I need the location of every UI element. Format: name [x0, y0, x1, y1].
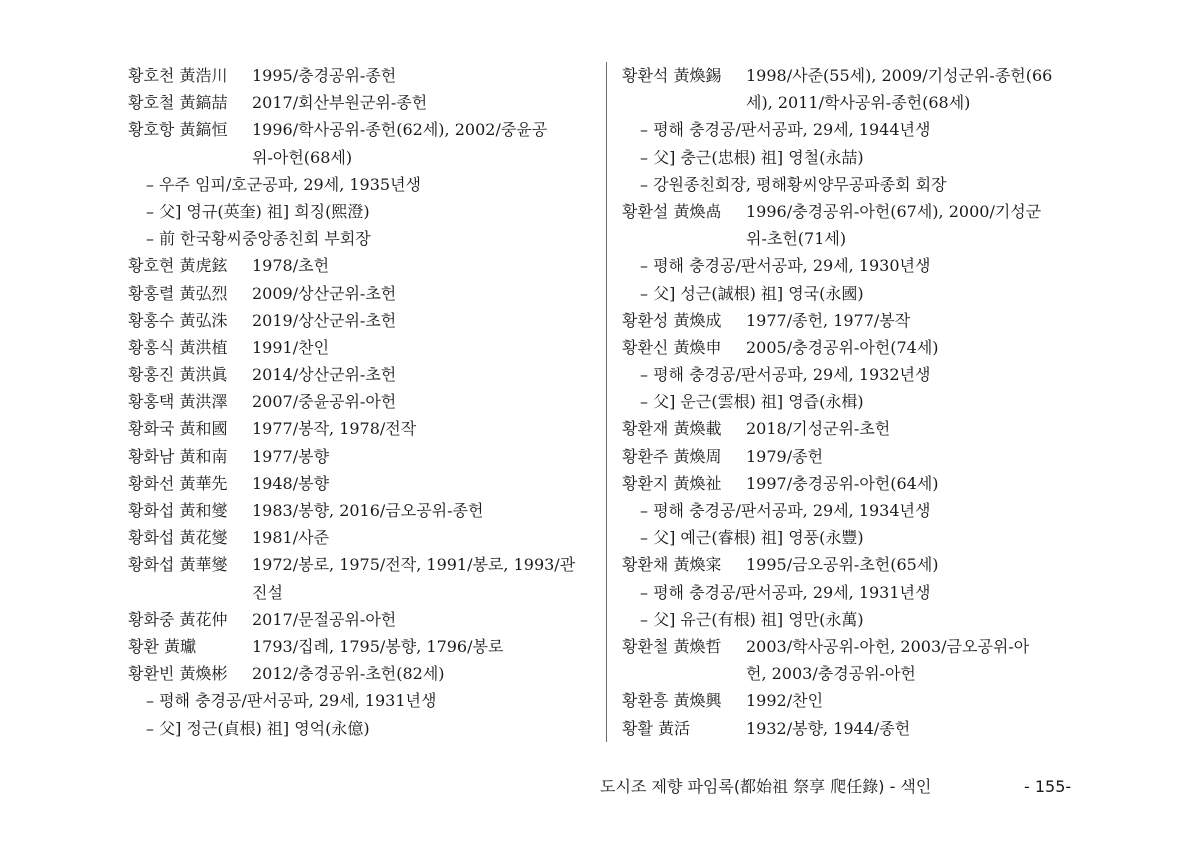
entry-detail: 2019/상산군위-초헌	[252, 310, 397, 330]
index-entry	[622, 715, 1092, 742]
index-entry	[128, 443, 598, 470]
entry-continuation: 진설	[252, 582, 283, 602]
entry-name: 황호천 黃浩川	[128, 66, 228, 85]
entry-name: 황환흥 黃煥興	[622, 691, 722, 711]
entry-detail: 1981/사준	[252, 528, 330, 548]
entry-name: 황홍렬 黃弘烈	[128, 283, 228, 303]
index-entry	[128, 660, 598, 687]
entry-name: 황환성 黃煥成	[622, 310, 722, 330]
entry-note: – 父] 예근(睿根) 祖] 영풍(永豐)	[640, 528, 864, 548]
entry-detail: 1991/찬인	[252, 337, 330, 357]
entry-name: 황화섭 黃和燮	[128, 501, 228, 520]
index-entry	[128, 470, 598, 497]
entry-name: 황환주 黃煥周	[622, 446, 722, 466]
entry-note: – 父] 정근(貞根) 祖] 영억(永億)	[146, 718, 370, 738]
entry-detail: 1997/충경공위-아헌(64세)	[746, 473, 939, 493]
index-entry	[128, 606, 598, 633]
entry-note: – 평해 충경공/판서공파, 29세, 1944년생	[640, 120, 931, 140]
entry-name: 황환신 黃煥申	[622, 337, 722, 357]
entry-name: 황홍진 黃洪眞	[128, 365, 228, 385]
page-footer	[0, 775, 1200, 799]
entry-detail: 1996/학사공위-종헌(62세), 2002/중윤공	[252, 120, 548, 140]
index-entry	[128, 388, 598, 415]
index-entry	[622, 62, 1092, 89]
index-entry	[128, 307, 598, 334]
entry-name: 황화섭 黃花燮	[128, 528, 228, 548]
entry-detail: 2009/상산군위-초헌	[252, 283, 397, 303]
entry-note: – 평해 충경공/판서공파, 29세, 1931년생	[146, 691, 437, 711]
entry-detail: 2007/중윤공위-아헌	[252, 392, 397, 412]
entry-name: 황홍택 黃洪澤	[128, 392, 228, 412]
entry-note: – 평해 충경공/판서공파, 29세, 1931년생	[640, 582, 931, 602]
entry-detail: 1977/봉향	[252, 446, 330, 466]
entry-note: – 강원종친회장, 평해황씨양무공파종회 회장	[640, 174, 947, 194]
entry-continuation: 위-초헌(71세)	[746, 229, 847, 249]
entry-continuation: 헌, 2003/충경공위-아헌	[746, 664, 916, 684]
entry-detail: 2017/문절공위-아헌	[252, 609, 397, 629]
entry-detail: 1948/봉향	[252, 473, 330, 493]
entry-detail: 2014/상산군위-초헌	[252, 365, 397, 385]
left-column	[128, 62, 598, 742]
entry-note: – 평해 충경공/판서공파, 29세, 1934년생	[640, 501, 931, 520]
index-entry	[622, 470, 1092, 497]
entry-detail: 1998/사준(55세), 2009/기성군위-종헌(66	[746, 66, 1053, 85]
index-entry	[128, 551, 598, 578]
entry-continuation: 세), 2011/학사공위-종헌(68세)	[746, 93, 971, 113]
index-entry	[622, 443, 1092, 470]
entry-name: 황호현 黃虎鉉	[128, 256, 228, 276]
entry-name: 황환빈 黃煥彬	[128, 664, 228, 684]
entry-detail: 1995/충경공위-종헌	[252, 66, 397, 85]
index-entry	[622, 198, 1092, 225]
index-entry	[128, 116, 598, 143]
entry-name: 황홍식 黃洪植	[128, 337, 228, 357]
index-entry	[128, 497, 598, 524]
entry-detail: 1972/봉로, 1975/전작, 1991/봉로, 1993/관	[252, 555, 576, 575]
entry-detail: 1978/초헌	[252, 256, 330, 276]
entry-continuation: 위-아헌(68세)	[252, 147, 353, 167]
index-entry	[128, 280, 598, 307]
entry-detail: 1977/봉작, 1978/전작	[252, 419, 417, 439]
index-entry	[622, 307, 1092, 334]
entry-name: 황화섭 黃華燮	[128, 555, 228, 575]
right-column	[622, 62, 1092, 742]
entry-detail: 2018/기성군위-초헌	[746, 419, 891, 439]
entry-detail: 1793/집례, 1795/봉향, 1796/봉로	[252, 636, 504, 656]
index-entry	[622, 687, 1092, 714]
entry-note: – 父] 운근(雲根) 祖] 영즙(永楫)	[640, 392, 864, 412]
entry-name: 황화선 黃華先	[128, 473, 228, 493]
index-entry	[622, 334, 1092, 361]
entry-name: 황화중 黃花仲	[128, 609, 228, 629]
entry-detail: 1979/종헌	[746, 446, 824, 466]
index-entry	[128, 252, 598, 279]
entry-name: 황환설 黃煥卨	[622, 201, 722, 221]
entry-name: 황활 黃活	[622, 718, 690, 738]
entry-note: – 父] 충근(忠根) 祖] 영철(永喆)	[640, 147, 864, 167]
entry-detail: 2005/충경공위-아헌(74세)	[746, 337, 939, 357]
entry-detail: 1932/봉향, 1944/종헌	[746, 718, 911, 738]
entry-name: 황환지 黃煥祉	[622, 473, 722, 493]
entry-detail: 1996/충경공위-아헌(67세), 2000/기성군	[746, 201, 1042, 221]
index-entry	[622, 551, 1092, 578]
entry-detail: 2003/학사공위-아헌, 2003/금오공위-아	[746, 636, 1030, 656]
entry-name: 황호철 黃鎬喆	[128, 93, 228, 113]
index-entry	[128, 633, 598, 660]
entry-name: 황화남 黃和南	[128, 446, 228, 466]
index-entry	[128, 415, 598, 442]
column-divider	[606, 62, 607, 742]
entry-name: 황환재 黃煥載	[622, 419, 722, 439]
entry-name: 황환채 黃煥寀	[622, 555, 722, 575]
entry-name: 황화국 黃和國	[128, 419, 228, 439]
entry-detail: 1992/찬인	[746, 691, 824, 711]
entry-note: – 평해 충경공/판서공파, 29세, 1930년생	[640, 256, 931, 276]
entry-detail: 1983/봉향, 2016/금오공위-종헌	[252, 501, 484, 520]
index-entry	[128, 361, 598, 388]
entry-detail: 1995/금오공위-초헌(65세)	[746, 555, 939, 575]
entry-detail: 2012/충경공위-초헌(82세)	[252, 664, 445, 684]
page-number: - 155-	[1024, 777, 1072, 796]
entry-detail: 2017/회산부원군위-종헌	[252, 93, 428, 113]
entry-name: 황환 黃瓛	[128, 636, 196, 656]
entry-note: – 우주 임피/호군공파, 29세, 1935년생	[146, 174, 422, 194]
footer-title: 도시조 제향 파임록(都始祖 祭享 爬任錄) - 색인	[600, 777, 932, 796]
index-entry	[128, 334, 598, 361]
entry-note: – 평해 충경공/판서공파, 29세, 1932년생	[640, 365, 931, 385]
entry-note: – 父] 유근(有根) 祖] 영만(永萬)	[640, 609, 864, 629]
entry-name: 황환석 黃煥錫	[622, 66, 722, 85]
index-entry	[128, 62, 598, 89]
index-entry	[128, 89, 598, 116]
index-entry	[622, 415, 1092, 442]
index-entry	[622, 633, 1092, 660]
entry-detail: 1977/종헌, 1977/봉작	[746, 310, 911, 330]
entry-name: 황홍수 黃弘洙	[128, 310, 228, 330]
entry-note: – 父] 영규(英奎) 祖] 희징(熙澄)	[146, 201, 370, 221]
index-entry	[128, 524, 598, 551]
entry-name: 황환철 黃煥哲	[622, 636, 722, 656]
entry-note: – 父] 성근(誠根) 祖] 영국(永國)	[640, 283, 864, 303]
entry-note: – 前 한국황씨중앙종친회 부회장	[146, 229, 371, 249]
entry-name: 황호항 黃鎬恒	[128, 120, 228, 140]
